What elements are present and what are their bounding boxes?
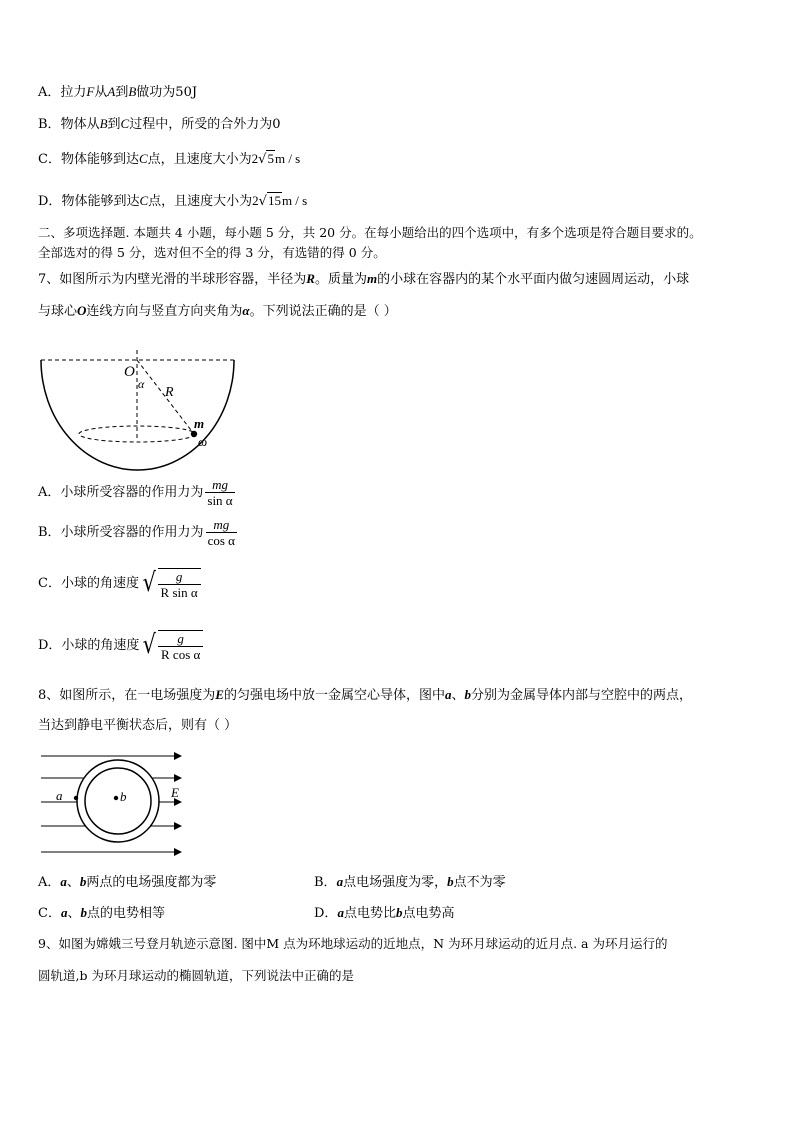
q9-stem-line2: 圆轨道,b 为环月球运动的椭圆轨道，下列说法中正确的是 — [38, 968, 354, 983]
q8-option-c: C．a、b点的电势相等 — [38, 905, 165, 921]
q7-option-c: C．小球的角速度 √ $\frac{g}{\text{R sin α}}$ — [38, 566, 201, 602]
label-b: b — [120, 789, 127, 804]
label-a: a — [56, 788, 63, 803]
q8-stem-line1: 8、如图所示，在一电场强度为E的匀强电场中放一金属空心导体，图中a、b分别为金属导体内部与空腔中的两点， — [38, 687, 692, 703]
label-alpha: α — [138, 377, 145, 391]
fraction-mg-sin: $\frac{mg}{\text{sin α}}$ — [207, 477, 233, 508]
conductor-diagram — [38, 748, 188, 858]
q6-option-b: B．物体从B到C过程中，所受的合外力为0 — [38, 116, 281, 132]
hemisphere-diagram — [38, 350, 242, 476]
q8-option-a: A．a、b两点的电场强度都为零 — [38, 874, 217, 890]
sqrt-15: √15 — [258, 193, 281, 209]
q7-option-a: A．小球所受容器的作用力为 $\frac{mg}{\text{sin α}}$ — [38, 477, 233, 508]
section2-line2: 全部选对的得 5 分，选对但不全的得 3 分，有选错的得 0 分。 — [38, 245, 386, 260]
sqrt-g-rcos: √ $\frac{g}{\text{R cos α}}$ — [141, 630, 203, 662]
sqrt-5: √5 — [258, 151, 274, 167]
q6-option-d: D．物体能够到达C点，且速度大小为2√15m / s — [38, 193, 308, 209]
q8-option-b: B．a点电场强度为零，b点不为零 — [314, 874, 506, 890]
fraction-mg-cos: $\frac{mg}{\text{cos α}}$ — [207, 517, 235, 548]
q6-option-c: C．物体能够到达C点，且速度大小为2√5m / s — [38, 151, 301, 167]
label-omega: ω — [198, 434, 208, 449]
q8-option-d: D．a点电势比b点电势高 — [314, 905, 455, 921]
point-a — [74, 796, 78, 800]
ball — [191, 431, 197, 437]
label-O: O — [124, 364, 135, 380]
q7-stem-line2: 与球心O连线方向与竖直方向夹角为α。下列说法正确的是（ ） — [38, 303, 397, 319]
label-E: E — [171, 785, 179, 800]
q7-stem-line1: 7、如图所示为内壁光滑的半球形容器，半径为R。质量为m的小球在容器内的某个水平面内做匀速圆周运动，小球 — [38, 271, 690, 287]
label-m: m — [194, 416, 205, 431]
sqrt-g-rsin: √ $\frac{g}{\text{R sin α}}$ — [141, 568, 201, 600]
section2-line1: 二、多项选择题. 本题共 4 小题，每小题 5 分，共 20 分。在每小题给出的四个选项中，有多个选项是符合题目要求的。 — [38, 225, 702, 240]
q7-option-b: B．小球所受容器的作用力为 $\frac{mg}{\text{cos α}}$ — [38, 517, 235, 548]
point-b — [114, 796, 118, 800]
q6-option-a: A．拉力F从A到B做功为50J — [38, 84, 198, 100]
inner-circle — [85, 768, 151, 834]
q8-stem-line2: 当达到静电平衡状态后，则有（ ） — [38, 718, 238, 733]
q7-option-d: D．小球的角速度 √ $\frac{g}{\text{R cos α}}$ — [38, 628, 203, 664]
q9-stem-line1: 9、如图为嫦娥三号登月轨迹示意图. 图中M 点为环地球运动的近地点，N 为环月球运动的近月点. a 为环月运行的 — [38, 936, 668, 951]
label-R: R — [165, 385, 174, 400]
